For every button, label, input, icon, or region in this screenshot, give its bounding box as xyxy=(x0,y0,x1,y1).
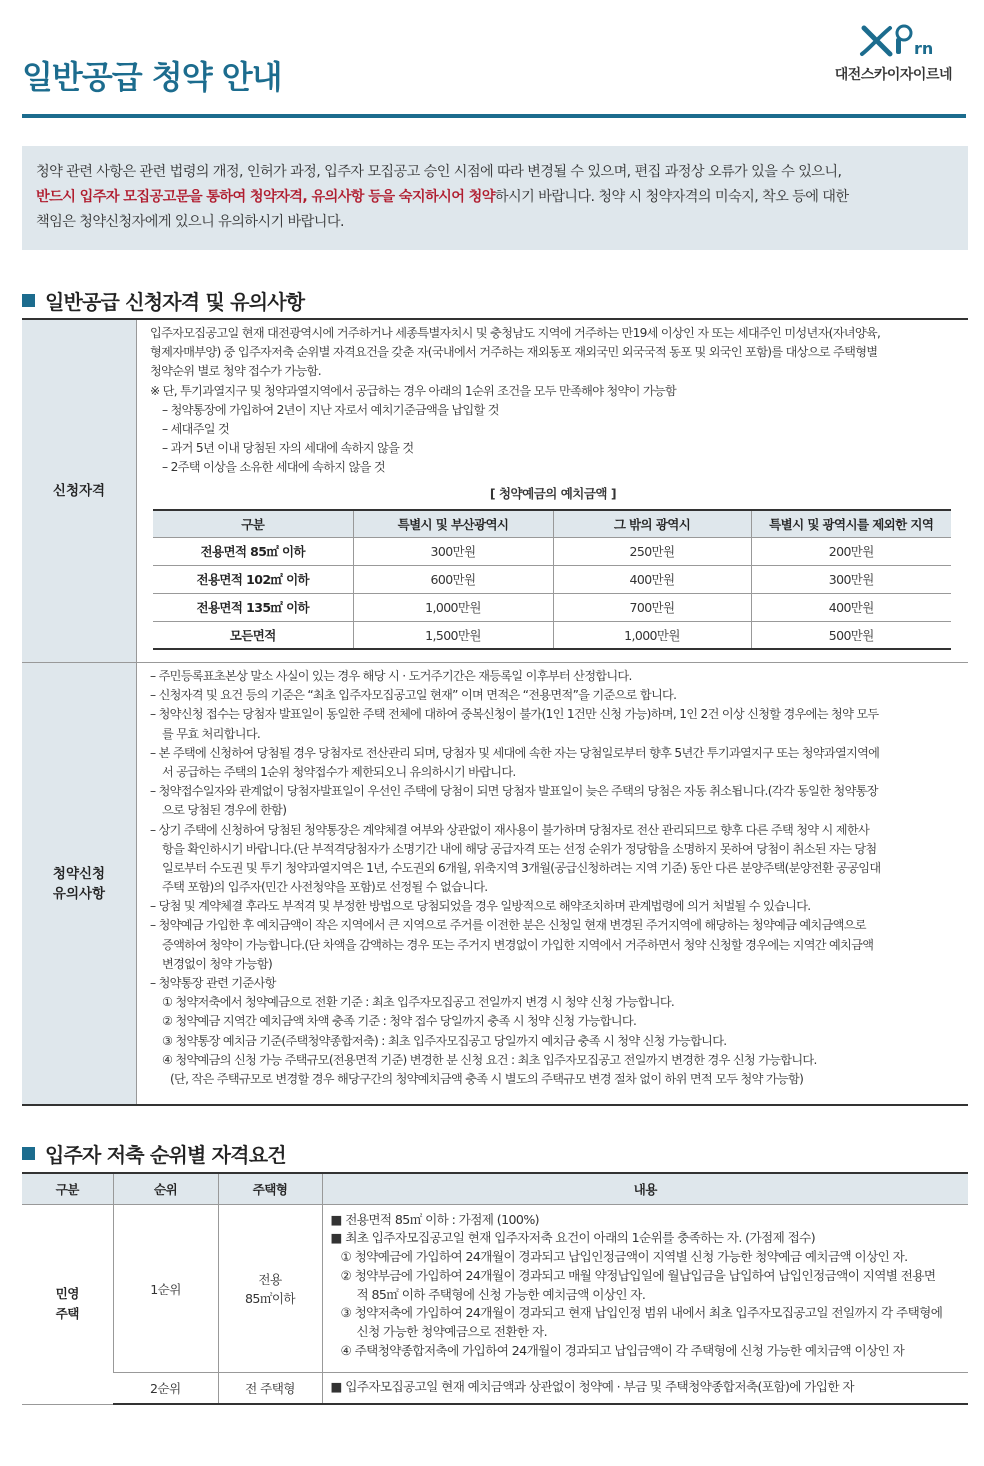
table-row xyxy=(22,1204,968,1372)
deposit-row xyxy=(153,593,951,621)
text-line: 변경없이 청약 가능함) xyxy=(162,956,273,971)
deposit-table-title: [ 청약예금의 예치금액 ] xyxy=(489,486,617,501)
square-bullet-icon xyxy=(22,1147,35,1160)
content-line: 적 85㎡ 이하 주택형에 신청 가능한 예치금액 이상인 자. xyxy=(356,1286,646,1302)
text-line: 청약순위 별로 청약 접수가 가능함. xyxy=(150,364,321,379)
text-line: – 당첨 및 계약체결 후라도 부적격 및 부정한 방법으로 당첨되었을 경우 일방적으로 해약조치하며 관계법령에 의거 처벌될 수 있습니다. xyxy=(150,899,811,914)
text-line: ③ 청약통장 예치금 기준(주택청약종합저축) : 최초 입주자모집공고 당일까지 예치금 충족 시 청약 신청 가능합니다. xyxy=(162,1033,727,1048)
content-line: ■ 전용면적 85㎡ 이하 : 가점제 (100%) xyxy=(330,1211,540,1227)
rank-cell: 1순위 xyxy=(113,1204,218,1372)
category-line: 민영 xyxy=(55,1286,79,1301)
deposit-header: 특별시 및 부산광역시 xyxy=(353,510,553,537)
deposit-header: 그 밖의 광역시 xyxy=(553,510,751,537)
content-line: 신청 가능한 청약예금으로 전환한 자. xyxy=(356,1324,547,1340)
rank-cell: 2순위 xyxy=(113,1372,218,1404)
text-line: – 상기 주택에 신청하여 당첨된 청약통장은 계약체결 여부와 상관없이 재사용이 불가하며 당첨자로 전산 관리되므로 향후 다른 주택 청약 시 제한사 xyxy=(150,822,870,837)
deposit-cell: 400만원 xyxy=(553,565,751,593)
content-line: ② 청약부금에 가입하여 24개월이 경과되고 매월 약정납입일에 월납입금을 납입하여 납입인정금액이 지역별 전용면 xyxy=(340,1267,936,1283)
section-title: 일반공급 신청자격 및 유의사항 xyxy=(45,290,305,314)
deposit-header: 구분 xyxy=(153,510,353,537)
text-line: – 청약통장 관련 기준사항 xyxy=(150,976,276,990)
text-line: – 본 주택에 신청하여 당첨될 경우 당첨자로 전산관리 되며, 당첨자 및 세대에 속한 자는 당첨일로부터 향후 5년간 투기과열지구 또는 청약과열지역에 xyxy=(150,745,880,760)
category-line: 주택 xyxy=(55,1306,79,1321)
rank-header: 내용 xyxy=(322,1173,968,1204)
title-divider xyxy=(22,114,966,118)
qualification-table xyxy=(22,318,968,1104)
content-line: ④ 주택청약종합저축에 가입하여 24개월이 경과되고 납입금액이 각 주택형에 신청 가능한 예치금액 이상인 자 xyxy=(340,1343,905,1359)
text-line: 입주자모집공고일 현재 대전광역시에 거주하거나 세종특별자치시 및 충청남도 지역에 거주하는 만19세 이상인 자 또는 세대주인 미성년자(자녀양육, xyxy=(150,326,881,340)
notice-text-3: 책임은 청약신청자에게 있으니 유의하시기 바랍니다. xyxy=(36,214,344,230)
deposit-cell: 모든면적 xyxy=(153,621,353,649)
notice-box xyxy=(22,146,968,250)
text-line: 증액하여 청약이 가능합니다.(단 차액을 감액하는 경우 또는 주거지 변경없이 가입한 지역에서 거주하면서 청약 신청할 경우에는 지역간 예치금액 xyxy=(162,937,874,952)
xi-logo-icon xyxy=(856,24,956,58)
row-label-qualification: 신청자격 xyxy=(22,320,137,662)
content-cell xyxy=(322,1372,968,1404)
text-line: – 주민등록표초본상 말소 사실이 있는 경우 해당 시 · 도거주기간은 재등록일 이후부터 산정합니다. xyxy=(150,669,632,683)
section-heading-qualification xyxy=(22,286,304,315)
text-line: – 과거 5년 이내 당첨된 자의 세대에 속하지 않을 것 xyxy=(162,441,414,456)
text-line: 형제자매부양) 중 입주자저축 순위별 자격요건을 갖춘 자(국내에서 거주하는 재외동포 재외국민 외국국적 동포 및 외국인 포함)를 대상으로 주택형별 xyxy=(150,345,878,360)
content-line: ■ 최초 입주자모집공고일 현재 입주자저축 요건이 아래의 1순위를 충족하는 자. (가점제 접수) xyxy=(330,1230,816,1246)
rank-header: 구분 xyxy=(22,1173,113,1204)
type-cell xyxy=(218,1204,322,1372)
text-line: – 신청자격 및 요건 등의 기준은 “최초 입주자모집공고일 현재” 이며 면적은 “전용면적”을 기준으로 합니다. xyxy=(150,688,677,703)
deposit-cell: 300만원 xyxy=(751,565,951,593)
deposit-cell: 700만원 xyxy=(553,593,751,621)
deposit-header: 특별시 및 광역시를 제외한 지역 xyxy=(751,510,951,537)
brand-logo xyxy=(826,24,966,84)
deposit-cell: 400만원 xyxy=(751,593,951,621)
content-line: ① 청약예금에 가입하여 24개월이 경과되고 납입인정금액이 지역별 신청 가능한 청약예금 예치금액 이상인 자. xyxy=(340,1249,908,1265)
caution-text xyxy=(150,667,956,1089)
text-line: ① 청약저축에서 청약예금으로 전환 기준 : 최초 입주자모집공고 전일까지 변경 시 청약 신청 가능합니다. xyxy=(162,995,675,1010)
deposit-cell: 500만원 xyxy=(751,621,951,649)
notice-text-2: 하시기 바랍니다. 청약 시 청약자격의 미숙지, 착오 등에 대한 xyxy=(494,189,849,205)
qualification-text xyxy=(150,324,956,478)
text-line: ④ 청약예금의 신청 가능 주택규모(전용면적 기준) 변경한 분 신청 요건 : 최초 입주자모집공고 전일까지 변경한 경우 신청 가능합니다. xyxy=(162,1052,817,1067)
text-line: (단, 작은 주택규모로 변경할 경우 해당구간의 청약예치금액 충족 시 별도의 주택규모 변경 절차 없이 하위 면적 모두 청약 가능함) xyxy=(170,1071,804,1086)
rank-table xyxy=(22,1172,968,1405)
rank-header: 주택형 xyxy=(218,1173,322,1204)
category-cell xyxy=(22,1204,113,1404)
square-bullet-icon xyxy=(22,294,35,307)
content-line: ③ 청약저축에 가입하여 24개월이 경과되고 현재 납입인정 범위 내에서 최초 입주자모집공고일 전일까지 각 주택형에 xyxy=(340,1305,943,1321)
page-title: 일반공급 청약 안내 xyxy=(22,58,282,96)
deposit-cell: 전용면적 102㎡ 이하 xyxy=(153,565,353,593)
deposit-row xyxy=(153,537,951,565)
text-line: 항을 확인하시기 바랍니다.(단 부적격당첨자가 소명기간 내에 해당 공급자격 또는 선정 순위가 정당함을 소명하지 못하여 당첨이 취소된 자는 당첨 xyxy=(162,841,877,856)
notice-emphasis: 반드시 입주자 모집공고문을 통하여 청약자격, 유의사항 등을 숙지하시어 청약 xyxy=(36,189,495,205)
text-line: – 청약예금 가입한 후 예치금액이 작은 지역에서 큰 지역으로 주거를 이전한 분은 신청일 현재 변경된 주거지역에 해당하는 청약예금 예치금액으로 xyxy=(150,918,866,933)
text-line: – 세대주일 것 xyxy=(162,421,230,436)
row-label-caution xyxy=(22,663,137,1104)
logo-mark-text: rn xyxy=(914,39,934,58)
text-line: – 2주택 이상을 소유한 세대에 속하지 않을 것 xyxy=(162,460,385,475)
qualification-row xyxy=(22,320,968,663)
type-cell: 전 주택형 xyxy=(218,1372,322,1404)
text-line: 서 공급하는 주택의 1순위 청약접수가 제한되오니 유의하시기 바랍니다. xyxy=(162,764,516,779)
text-line: ② 청약예금 지역간 예치금액 차액 충족 기준 : 청약 접수 당일까지 충족 시 청약 신청 가능합니다. xyxy=(162,1014,637,1029)
caution-label-line: 청약신청 xyxy=(52,865,106,882)
deposit-cell: 전용면적 135㎡ 이하 xyxy=(153,593,353,621)
text-line: – 청약통장에 가입하여 2년이 지난 자로서 예치기준금액을 납입할 것 xyxy=(162,402,499,417)
caution-label-line: 유의사항 xyxy=(52,885,106,902)
text-line: 주택 포함)의 입주자(민간 사전청약을 포함)로 선정될 수 없습니다. xyxy=(162,880,488,895)
section-title: 입주자 저축 순위별 자격요건 xyxy=(45,1143,286,1167)
text-line: ※ 단, 투기과열지구 및 청약과열지역에서 공급하는 경우 아래의 1순위 조건을 모두 만족해야 청약이 가능함 xyxy=(150,383,677,398)
text-line: – 청약접수일자와 관계없이 당첨자발표일이 우선인 주택에 당첨이 되면 당첨자 발표일이 늦은 주택의 당첨은 자동 취소됩니다.(각각 동일한 청약통장 xyxy=(150,784,878,799)
deposit-cell: 250만원 xyxy=(553,537,751,565)
content-cell xyxy=(322,1204,968,1372)
deposit-cell: 200만원 xyxy=(751,537,951,565)
deposit-cell: 1,000만원 xyxy=(553,621,751,649)
text-line: 일로부터 수도권 및 투기 청약과열지역은 1년, 수도권외 6개월, 위축지역 3개월(공급신청하려는 지역 기준) 동안 다른 분양주택(분양전환 공공임대 xyxy=(162,860,881,875)
deposit-cell: 300만원 xyxy=(353,537,553,565)
deposit-row xyxy=(153,565,951,593)
deposit-cell: 600만원 xyxy=(353,565,553,593)
text-line: 를 무효 처리합니다. xyxy=(162,726,261,741)
text-line: – 청약신청 접수는 당첨자 발표일이 동일한 주택 전체에 대하여 중복신청이 불가(1인 1건만 신청 가능)하며, 1인 2건 이상 신청할 경우에는 청약 모두 xyxy=(150,707,879,722)
logo-text: 대전스카이자이르네 xyxy=(834,67,952,83)
table-row xyxy=(22,1372,968,1404)
rank-header: 순위 xyxy=(113,1173,218,1204)
section-heading-rank xyxy=(22,1139,286,1168)
deposit-cell: 전용면적 85㎡ 이하 xyxy=(153,537,353,565)
content-line: ■ 입주자모집공고일 현재 예치금액과 상관없이 청약예 · 부금 및 주택청약종합저축(포함)에 가입한 자 xyxy=(330,1379,854,1395)
deposit-table xyxy=(153,509,951,650)
deposit-cell: 1,500만원 xyxy=(353,621,553,649)
text-line: 으로 당첨된 경우에 한함) xyxy=(162,803,287,818)
deposit-row xyxy=(153,621,951,649)
notice-text-1: 청약 관련 사항은 관련 법령의 개정, 인허가 과정, 입주자 모집공고 승인 시점에 따라 변경될 수 있으며, 편집 과정상 오류가 있을 수 있으니, xyxy=(36,164,842,180)
deposit-cell: 1,000만원 xyxy=(353,593,553,621)
type-line: 85㎡이하 xyxy=(245,1291,295,1306)
type-line: 전용 xyxy=(258,1272,282,1287)
caution-row xyxy=(22,663,968,1106)
